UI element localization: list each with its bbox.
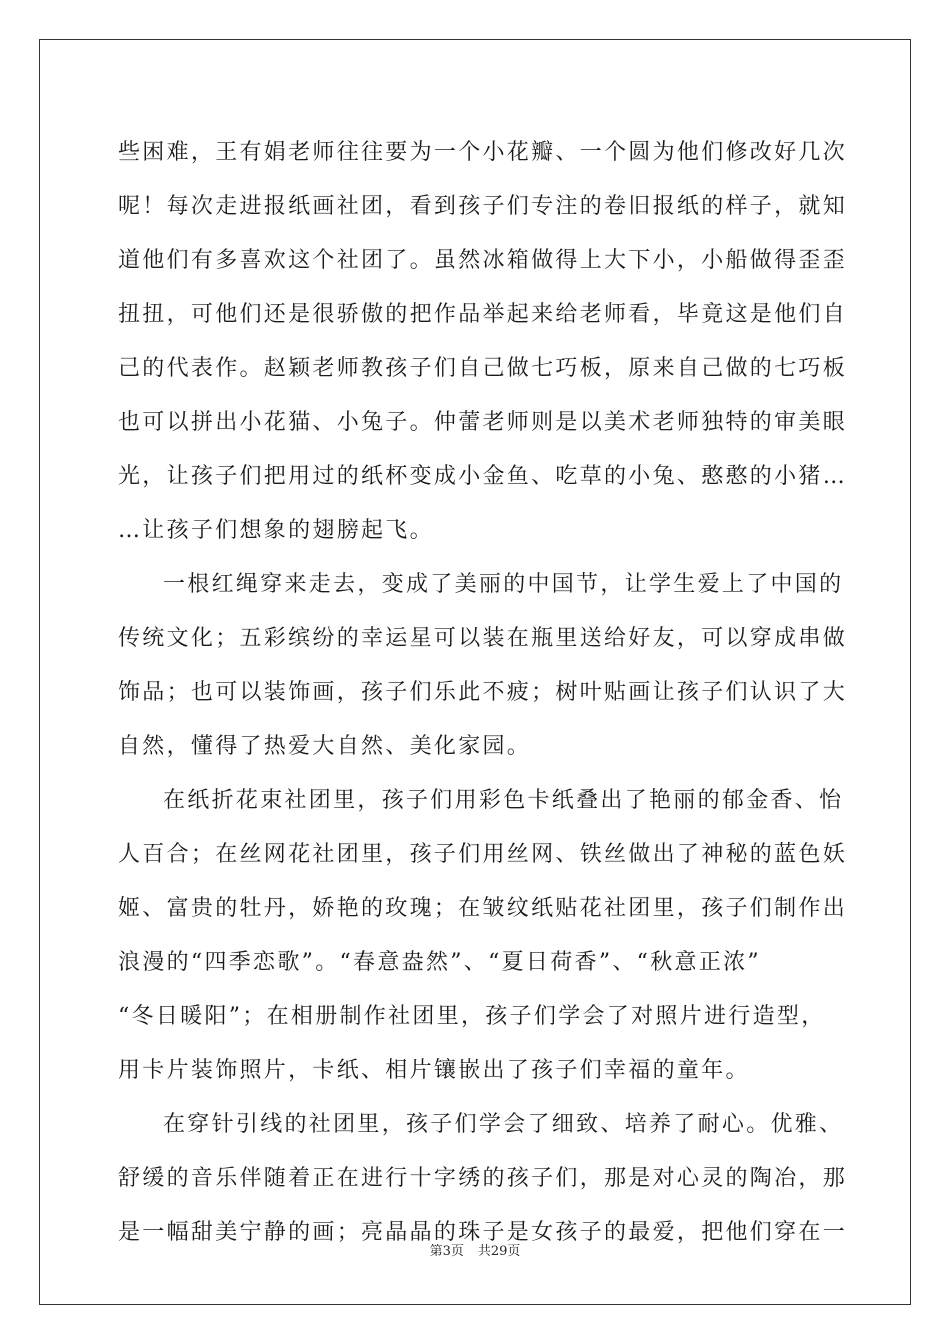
text-line: 传统文化；五彩缤纷的幸运星可以装在瓶里送给好友，可以穿成串做 [118,626,848,651]
text-line: …让孩子们想象的翅膀起飞。 [118,518,434,543]
text-line: 些困难，王有娟老师往往要为一个小花瓣、一个圆为他们修改好几次 [118,140,848,165]
page-total: 共29页 [477,1244,521,1259]
text-line: 用卡片装饰照片，卡纸、相片镶嵌出了孩子们幸福的童年。 [118,1058,750,1083]
text-line: 也可以拼出小花猫、小兔子。仲蕾老师则是以美术老师独特的审美眼 [118,410,848,435]
text-line: 姬、富贵的牡丹，娇艳的玫瑰；在皱纹纸贴花社团里，孩子们制作出 [118,896,848,921]
text-line: 扭扭，可他们还是很骄傲的把作品举起来给老师看，毕竟这是他们自 [118,302,848,327]
text-line: 浪漫的“四季恋歌”。“春意盎然”、“夏日荷香”、“秋意正浓” [118,950,761,975]
text-line: 饰品；也可以装饰画，孩子们乐此不疲；树叶贴画让孩子们认识了大 [118,680,848,705]
document-body [118,126,848,1260]
text-line: 己的代表作。赵颖老师教孩子们自己做七巧板，原来自己做的七巧板 [118,356,848,381]
text-line: 自然，懂得了热爱大自然、美化家园。 [118,734,532,759]
page-footer [0,1240,950,1259]
text-line: 一根红绳穿来走去，变成了美丽的中国节，让学生爱上了中国的 [163,572,844,597]
page-number: 第3页 [429,1244,464,1259]
text-line: 在穿针引线的社团里，孩子们学会了细致、培养了耐心。优雅、 [163,1112,844,1137]
text-line: 道他们有多喜欢这个社团了。虽然冰箱做得上大下小，小船做得歪歪 [118,248,848,273]
text-line: 是一幅甜美宁静的画；亮晶晶的珠子是女孩子的最爱，把他们穿在一 [118,1220,848,1245]
text-line: 人百合；在丝网花社团里，孩子们用丝网、铁丝做出了神秘的蓝色妖 [118,842,848,867]
text-line: 在纸折花束社团里，孩子们用彩色卡纸叠出了艳丽的郁金香、怡 [163,788,844,813]
text-line: 呢！每次走进报纸画社团，看到孩子们专注的卷旧报纸的样子，就知 [118,194,848,219]
text-line: 光，让孩子们把用过的纸杯变成小金鱼、吃草的小兔、憨憨的小猪… [118,464,848,489]
text-line: “冬日暖阳”；在相册制作社团里，孩子们学会了对照片进行造型， [118,1004,826,1029]
text-line: 舒缓的音乐伴随着正在进行十字绣的孩子们，那是对心灵的陶冶，那 [118,1166,848,1191]
